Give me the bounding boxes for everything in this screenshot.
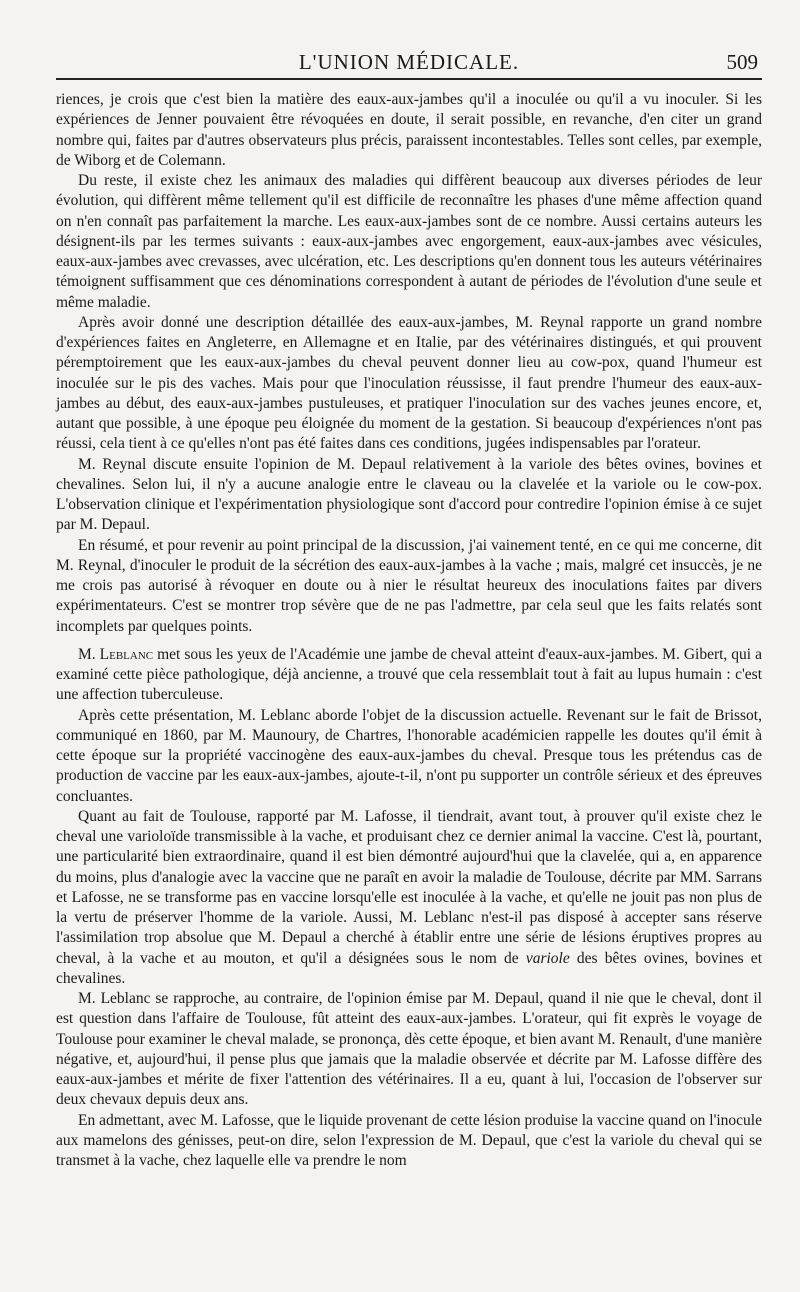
journal-title: L'UNION MÉDICALE. — [298, 50, 520, 74]
paragraph-3: Après avoir donné une description détaillée des eaux-aux-jambes, M. Reynal rapporte un grand nombre d'expériences faites en Angleterre, en Allemagne et en Italie, par des vétérinaires distingués, et qui prouvent péremptoirement que les eaux-aux-jambes du cheval peuvent donner lieu au cow-pox, quand l'humeur est inoculée sur le pis des vaches. Mais pour que l'inoculation réussisse, il faut prendre l'humeur des eaux-aux-jambes au début, des eaux-aux-jambes pustuleuses, et pratiquer l'inoculation sur des vaches jeunes encore, et, autant que possible, à une époque peu éloignée du moment de la gestation. Si beaucoup d'expériences n'ont pas réussi, cela tient à ce qu'elles n'ont pas été faites dans ces conditions, jugées indispensables par l'orateur. — [56, 313, 762, 453]
paragraph-2: Du reste, il existe chez les animaux des maladies qui diffèrent beaucoup aux diverses périodes de leur évolution, qui diffèrent même tellement qu'il est difficile de reconnaître les phases d'une même affection quand on n'en connaît pas parfaitement la marche. Les eaux-aux-jambes sont de ce nombre. Aussi certains auteurs les désignent-ils par les termes suivants : eaux-aux-jambes avec engorgement, eaux-aux-jambes avec vésicules, eaux-aux-jambes avec crevasses, avec ulcération, etc. Les descriptions qu'en donnent tous les auteurs vétérinaires témoignent suffisamment que ces dénominations correspondent à autant de périodes de l'évolution d'une seule et même maladie. — [56, 172, 762, 311]
paragraph-6 — [56, 645, 762, 706]
paragraph-10: En admettant, avec M. Lafosse, que le liquide provenant de cette lésion produise la vaccine quand on l'inocule aux mamelons des génisses, peut-on dire, selon l'expression de M. Depaul, que c'est la variole du cheval qui se transmet à la vache, chez laquelle elle va prendre le nom — [56, 1111, 762, 1169]
paragraph-4: M. Reynal discute ensuite l'opinion de M. Depaul relativement à la variole des bêtes ovines, bovines et chevalines. Selon lui, il n'y a aucune analogie entre le claveau ou la clavelée et la variole ou le cow-pox. L'observation clinique et l'expérimentation physiologique sont d'accord pour contredire l'opinion émise à ce sujet par M. Depaul. — [56, 455, 762, 534]
paragraph-1: riences, je crois que c'est bien la matière des eaux-aux-jambes qu'il a inoculée ou qu'il a vu inoculer. Si les expériences de Jenner pouvaient être révoquées en doute, il serait possible, en revanche, d'en citer un grand nombre qui, faites par d'autres observateurs plus précis, paraissent incontestables. Telles sont celles, par exemple, de Wiborg et de Colemann. — [56, 91, 762, 169]
paragraph-8-tail: des bêtes ovines, bovines et chevalines. — [56, 949, 762, 987]
paragraph-5: En résumé, et pour revenir au point principal de la discussion, j'ai vainement tenté, en ce qui me concerne, dit M. Reynal, d'inoculer le produit de la sécrétion des eaux-aux-jambes à la vache ; mais, malgré cet insuccès, je ne me crois pas autorisé à révoquer en doute ou à nier le résultat heureux des inoculations faites par divers expérimentateurs. C'est se montrer trop sévère que de ne pas l'admettre, par cela seul que les faits relatés sont incomplets par quelques points. — [56, 536, 762, 635]
running-header — [56, 44, 762, 80]
speaker-name: M. Leblanc — [78, 645, 154, 663]
paragraph-7: Après cette présentation, M. Leblanc aborde l'objet de la discussion actuelle. Revenant sur le fait de Brissot, communiqué en 1860, par M. Maunoury, de Chartres, l'honorable académicien rappelle les doutes qu'il émit à cette époque sur la propriété vaccinogène des eaux-aux-jambes du cheval. Presque tous les prétendus cas de production de vaccine par les eaux-aux-jambes, ajoute-t-il, n'ont pu supporter un contrôle sérieux et des épreuves concluantes. — [56, 706, 762, 805]
paragraph-8 — [56, 807, 762, 989]
article-body — [56, 90, 762, 1171]
paragraph-6-text: met sous les yeux de l'Académie une jambe de cheval atteint d'eaux-aux-jambes. M. Gibert, qui a examiné cette pièce pathologique, déjà ancienne, a trouvé que cela ressemblait tout à fait au lupus humain : c'est une affection tuberculeuse. — [56, 645, 762, 704]
italic-term: variole — [525, 949, 570, 967]
paragraph-9: M. Leblanc se rapproche, au contraire, de l'opinion émise par M. Depaul, quand il nie que le cheval, dont il est question dans l'affaire de Toulouse, fût atteint des eaux-aux-jambes. L'orateur, qui fit exprès le voyage de Toulouse pour examiner le cheval malade, se prononça, dès cette époque, et bien avant M. Renault, d'une manière négative, et, aujourd'hui, il pense plus que jamais que la maladie observée et décrite par M. Lafosse diffère des eaux-aux-jambes et mérite de fixer l'attention des vétérinaires. Il a eu, quant à lui, l'occasion de l'observer sur deux chevaux depuis deux ans. — [56, 990, 762, 1109]
page-number: 509 — [726, 50, 758, 74]
paragraph-8-text: Quant au fait de Toulouse, rapporté par M. Lafosse, il tiendrait, avant tout, à prouver qu'il existe chez le cheval une varioloïde transmissible à la vache, et produisant chez ce dernier animal la vaccine. C'est là, pourtant, une particularité bien extraordinaire, quand il est bien démontré aujourd'hui que la clavelée, qui a, en apparence du moins, plus d'analogie avec la vaccine que ne paraît en avoir la maladie de Toulouse, décrite par MM. Sarrans et Lafosse, ne se transforme pas en vaccine lorsqu'elle est inoculée à la vache, et qu'elle ne jouit pas non plus de la vertu de préserver l'homme de la variole. Aussi, M. Leblanc n'est-il pas disposé à accepter sans réserve l'assimilation trop absolue que M. Depaul a cherché à établir entre une série de lésions éruptives propres au cheval, à la vache et au mouton, et qu'il a désignées sous le nom de — [56, 807, 762, 967]
